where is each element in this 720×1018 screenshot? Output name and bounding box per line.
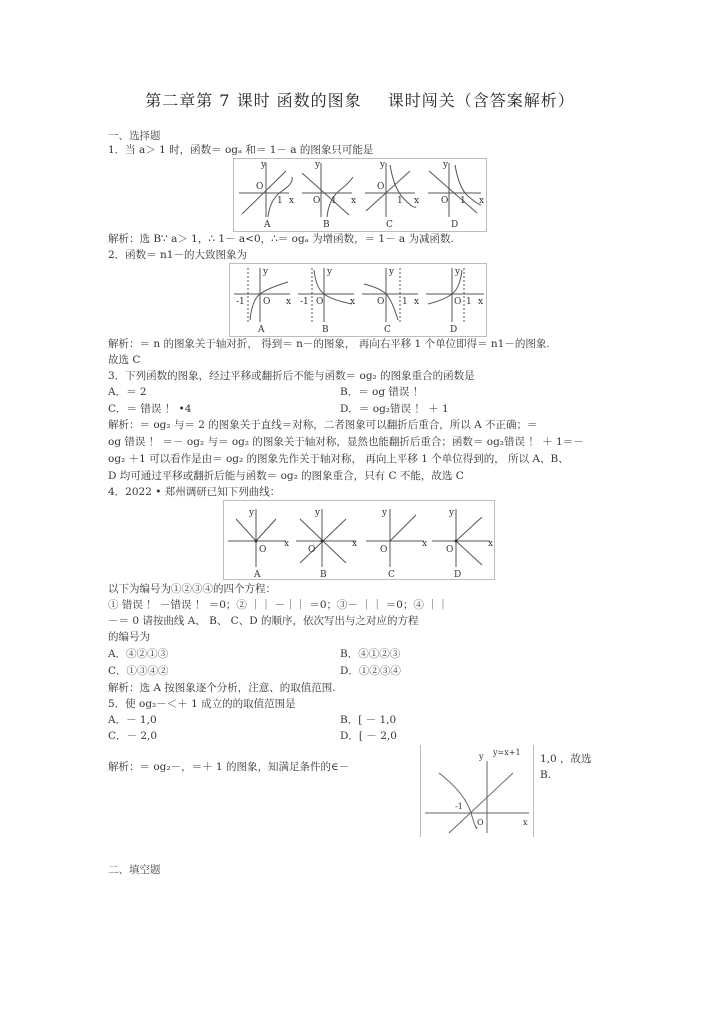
q1-a-one: 1 <box>277 196 283 206</box>
q2-d-y-label: y <box>455 267 461 277</box>
q2-a-x-label: x <box>286 297 292 307</box>
q4-a-origin: O <box>259 545 267 555</box>
q4-c-origin: O <box>380 545 388 555</box>
q1-a-y-label: y <box>261 160 267 170</box>
q2-b-y-label: y <box>327 267 333 277</box>
q4-text-1: 以下为编号为①②③④的四个方程： <box>108 583 276 595</box>
q2-figure <box>229 263 487 337</box>
q5-fig-x-label: x <box>523 818 528 827</box>
q2-c-y-label: y <box>389 267 395 277</box>
q4-label-a: A <box>254 570 261 579</box>
q5-stem: 5．使 og₂－＜＋ 1 成立的的取值范围是 <box>108 698 296 710</box>
q2-b-x-label: x <box>350 297 356 307</box>
q1-c-one: 1 <box>397 196 403 206</box>
q2-c-x-label: x <box>414 297 420 307</box>
q2-d-one: 1 <box>466 297 472 307</box>
q2-analysis-1: 解析：＝ n 的图象关于轴对折， 得到＝ n－的图象， 再向右平移 1 个单位即得＝ n1－的图象. <box>108 338 550 350</box>
q4-text-4: 的编号为 <box>108 631 150 643</box>
q3-stem: 3．下列函数的图象，经过平移或翻折后不能与函数＝ og₂ 的图象重合的函数是 <box>108 370 475 382</box>
q3-option-b: B．＝ og 错误 ！ <box>340 386 424 398</box>
q1-b-x-label: x <box>351 196 357 206</box>
q5-analysis-left: 解析：＝ og₂－，＝＋ 1 的图象，知满足条件的∈－ <box>108 761 350 773</box>
q5-option-b: B．[ － 1,0 <box>340 714 397 726</box>
q4-graph-a <box>228 508 289 579</box>
q4-b-origin: O <box>308 545 316 555</box>
q1-graph-a <box>239 163 295 217</box>
q4-option-d: D．①②③④ <box>340 665 401 677</box>
q4-d-origin: O <box>446 545 454 555</box>
q5-analysis-right-top: 1,0 ，故选 <box>540 753 592 765</box>
q1-graph-b <box>302 160 356 230</box>
q1-b-y-label: y <box>315 160 321 170</box>
q1-label-c: C <box>386 220 393 230</box>
q1-d-x-label: x <box>479 196 485 206</box>
q4-text-2: ① 错误 ！ －错误 ！ ＝0；② ｜｜ －｜｜ ＝0；③－ ｜｜ ＝0；④ ｜｜ <box>108 599 449 611</box>
q1-a-x-label: x <box>289 196 295 206</box>
q2-label-b: B <box>322 325 329 335</box>
q1-c-origin: O <box>377 182 385 192</box>
q2-a-neg-one: -1 <box>236 297 245 307</box>
q2-graph-b <box>298 267 355 335</box>
q4-label-d: D <box>454 570 462 579</box>
q1-b-origin: O <box>313 196 321 206</box>
q1-figure <box>233 158 487 232</box>
q3-analysis-1: 解析：＝ og₂ 与＝ 2 的图象关于直线＝对称，二者图象可以翻折后重合，所以 A 不正确；＝ <box>108 419 538 431</box>
q5-fig-line-label: y=x+1 <box>493 748 521 757</box>
q3-analysis-2: og 错误 ！ ＝－ og₂ 与＝ og₂ 的图象关于轴对称，显然也能翻折后重合；函数＝ og₂错误 ！ ＋ 1＝－ <box>108 436 584 448</box>
q1-a-origin: O <box>256 182 264 192</box>
q4-b-y-label: y <box>315 508 321 518</box>
q4-text-3: －＝ 0 请按曲线 A、 B、 C、D 的顺序，依次写出与之对应的方程 <box>108 615 419 627</box>
q4-stem: 4．2022 • 郑州调研已知下列曲线： <box>108 486 281 498</box>
q2-label-a: A <box>258 325 265 335</box>
q2-label-c: C <box>384 325 391 335</box>
q4-d-y-label: y <box>449 508 455 518</box>
q2-graph-a <box>234 267 291 335</box>
q2-graph-d <box>426 267 484 335</box>
q4-a-x-label: x <box>284 539 290 549</box>
q1-d-y-label: y <box>443 160 449 170</box>
page-title <box>0 88 720 111</box>
q4-c-y-label: y <box>382 508 388 518</box>
q2-a-origin: O <box>263 297 271 307</box>
section-heading-choice: 一、选择题 <box>108 130 161 142</box>
q2-label-d: D <box>450 325 458 335</box>
q3-option-a: A．＝ 2 <box>108 386 147 398</box>
q1-label-a: A <box>264 220 271 230</box>
q1-c-x-label: x <box>414 196 420 206</box>
q3-option-d: D．＝ og₂错误 ！ ＋ 1 <box>340 403 449 415</box>
q4-a-y-label: y <box>249 508 255 518</box>
q4-d-x-label: x <box>488 539 494 549</box>
q1-d-one: 1 <box>460 196 466 206</box>
q4-option-b: B．④①②③ <box>340 648 401 660</box>
q2-stem: 2．函数＝ n1－的大致图象为 <box>108 249 247 261</box>
q3-option-c: C．＝ 错误 ！ •4 <box>108 403 192 415</box>
q4-option-a: A．④②①③ <box>108 648 169 660</box>
q4-graph-d <box>432 508 493 579</box>
q5-fig-neg-one: -1 <box>455 802 463 811</box>
q4-label-c: C <box>388 570 395 579</box>
q1-b-one: 1 <box>331 196 337 206</box>
q1-graph-d <box>428 160 484 230</box>
q4-label-b: B <box>320 570 327 579</box>
q4-c-x-label: x <box>422 539 428 549</box>
q4-option-c: C．①③④② <box>108 665 169 677</box>
q5-option-c: C．－ 2,0 <box>108 730 158 742</box>
q2-d-origin: O <box>454 297 462 307</box>
q2-b-neg-one: -1 <box>300 297 309 307</box>
q3-analysis-4: D 均可通过平移或翻折后能与函数＝ og₂ 的图象重合，只有 C 不能，故选 C <box>108 470 464 482</box>
q2-analysis-2: 故选 C <box>108 354 141 366</box>
q5-fig-y-label: y <box>479 752 484 761</box>
title-main: 第二章第 7 课时 函数的图象 <box>145 91 362 110</box>
q2-d-x-label: x <box>478 297 484 307</box>
q1-analysis: 解析：选 B∵ a＞ 1，∴ 1－ a<0，∴＝ ogₐ 为增函数，＝ 1－ a 为减函数. <box>108 233 454 245</box>
q2-a-y-label: y <box>263 267 269 277</box>
q1-d-origin: O <box>441 196 449 206</box>
title-sub: 课时闯关（含答案解析） <box>387 91 575 110</box>
q4-graph-c <box>366 508 427 579</box>
q1-stem: 1．当 a＞ 1 时，函数＝ ogₐ 和＝ 1－ a 的图象只可能是 <box>108 144 374 156</box>
q5-figure <box>420 745 534 837</box>
q2-b-origin: O <box>316 297 324 307</box>
q4-graph-b <box>296 508 357 579</box>
q5-option-a: A．－ 1,0 <box>108 714 157 726</box>
q1-graph-c <box>365 160 419 230</box>
q4-b-x-label: x <box>352 539 358 549</box>
q1-label-b: B <box>323 220 330 230</box>
q5-fig-origin: O <box>477 818 484 827</box>
q2-c-one: 1 <box>402 297 408 307</box>
q1-label-d: D <box>451 220 459 230</box>
q3-analysis-3: og₂ ＋1 可以看作是由＝ og₂ 的图象先作关于轴对称， 再向上平移 1 个单位得到的， 所以 A、B、 <box>108 453 569 465</box>
q4-figure <box>223 500 495 580</box>
q4-analysis: 解析：选 A 按图象逐个分析，注意、的取值范围. <box>108 682 336 694</box>
q5-analysis-right-bottom: B. <box>540 769 552 781</box>
q2-c-origin: O <box>377 297 385 307</box>
section-heading-fill: 二、填空题 <box>108 864 161 876</box>
q2-graph-c <box>362 267 419 335</box>
q1-c-y-label: y <box>380 160 386 170</box>
q5-option-d: D．[ － 2,0 <box>340 730 397 742</box>
